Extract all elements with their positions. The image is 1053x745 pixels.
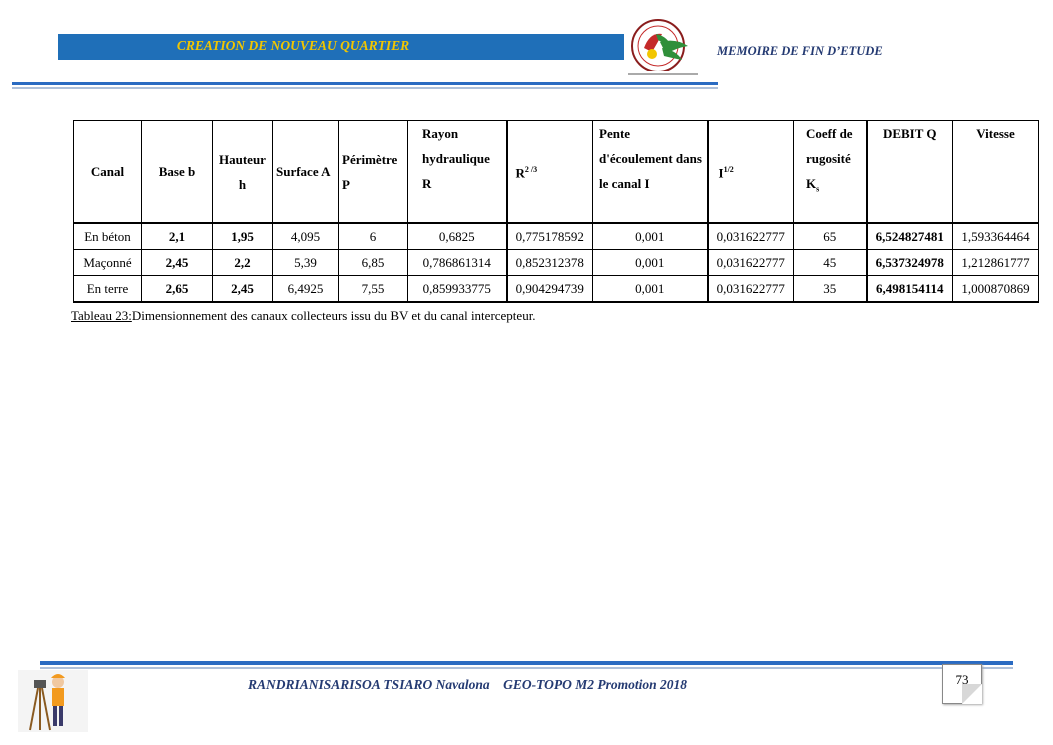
- cell-perimetre: 6,85: [339, 250, 408, 276]
- cell-base: 2,1: [142, 223, 213, 250]
- cell-debit: 6,537324978: [867, 250, 953, 276]
- cell-hauteur: 1,95: [213, 223, 273, 250]
- table-header-row: [74, 121, 1039, 224]
- cell-pente: 0,001: [593, 250, 708, 276]
- col-header-perimetre: Périmètre P: [339, 121, 408, 224]
- cell-pente: 0,001: [593, 276, 708, 303]
- cell-debit: 6,524827481: [867, 223, 953, 250]
- channel-dimension-table: [73, 120, 1039, 303]
- col-header-base: Base b: [142, 121, 213, 224]
- cell-vitesse: 1,000870869: [953, 276, 1039, 303]
- col-header-debit: DEBIT Q: [867, 121, 953, 224]
- col-header-canal: Canal: [74, 121, 142, 224]
- table-caption: [71, 308, 536, 324]
- cell-surface: 5,39: [273, 250, 339, 276]
- cell-pente: 0,001: [593, 223, 708, 250]
- cell-base: 2,45: [142, 250, 213, 276]
- cell-r23: 0,775178592: [507, 223, 593, 250]
- col-header-rayon: Rayon hydraulique R: [408, 121, 507, 224]
- cell-i12: 0,031622777: [708, 250, 794, 276]
- col-header-vitesse: Vitesse: [953, 121, 1039, 224]
- cell-i12: 0,031622777: [708, 276, 794, 303]
- cell-canal: En béton: [74, 223, 142, 250]
- institution-logo-icon: [622, 18, 704, 80]
- cell-rayon: 0,859933775: [408, 276, 507, 303]
- cell-r23: 0,904294739: [507, 276, 593, 303]
- cell-debit: 6,498154114: [867, 276, 953, 303]
- col-header-surface: Surface A: [273, 121, 339, 224]
- cell-coeff: 65: [794, 223, 867, 250]
- col-header-hauteur: Hauteur h: [213, 121, 273, 224]
- table-row: [74, 276, 1039, 303]
- page-number: 73: [942, 664, 982, 704]
- cell-perimetre: 7,55: [339, 276, 408, 303]
- caption-label: Tableau 23:: [71, 308, 132, 323]
- col-header-pente: Pente d'écoulement dans le canal I: [593, 121, 708, 224]
- cell-coeff: 45: [794, 250, 867, 276]
- cell-surface: 4,095: [273, 223, 339, 250]
- cell-surface: 6,4925: [273, 276, 339, 303]
- table-row: [74, 223, 1039, 250]
- col-header-r23: $R^{2 /3}$: [507, 121, 593, 224]
- cell-canal: En terre: [74, 276, 142, 303]
- footer-rule: [40, 661, 1013, 665]
- cell-canal: Maçonné: [74, 250, 142, 276]
- cell-base: 2,65: [142, 276, 213, 303]
- header-title: CREATION DE NOUVEAU QUARTIER: [176, 38, 410, 53]
- footer-text: RANDRIANISARISOA TSIARO Navalona GEO-TOPO M2 Promotion 2018: [248, 677, 687, 692]
- cell-vitesse: 1,212861777: [953, 250, 1039, 276]
- header-rule: [12, 82, 718, 85]
- col-header-i12: $I^{1/2}$: [708, 121, 794, 224]
- cell-coeff: 35: [794, 276, 867, 303]
- cell-r23: 0,852312378: [507, 250, 593, 276]
- footer-rule-shadow: [40, 667, 1013, 669]
- surveyor-figure-icon: [18, 670, 88, 732]
- cell-hauteur: 2,45: [213, 276, 273, 303]
- caption-text: Dimensionnement des canaux collecteurs issu du BV et du canal intercepteur.: [131, 308, 536, 323]
- cell-rayon: 0,786861314: [408, 250, 507, 276]
- cell-i12: 0,031622777: [708, 223, 794, 250]
- cell-vitesse: 1,593364464: [953, 223, 1039, 250]
- cell-perimetre: 6: [339, 223, 408, 250]
- header-right-title: MEMOIRE DE FIN D’ETUDE: [717, 44, 883, 58]
- cell-rayon: 0,6825: [408, 223, 507, 250]
- cell-hauteur: 2,2: [213, 250, 273, 276]
- col-header-coeff: Coeff de rugosité $K_s$: [794, 121, 867, 224]
- table-row: [74, 250, 1039, 276]
- header-rule-shadow: [12, 87, 718, 89]
